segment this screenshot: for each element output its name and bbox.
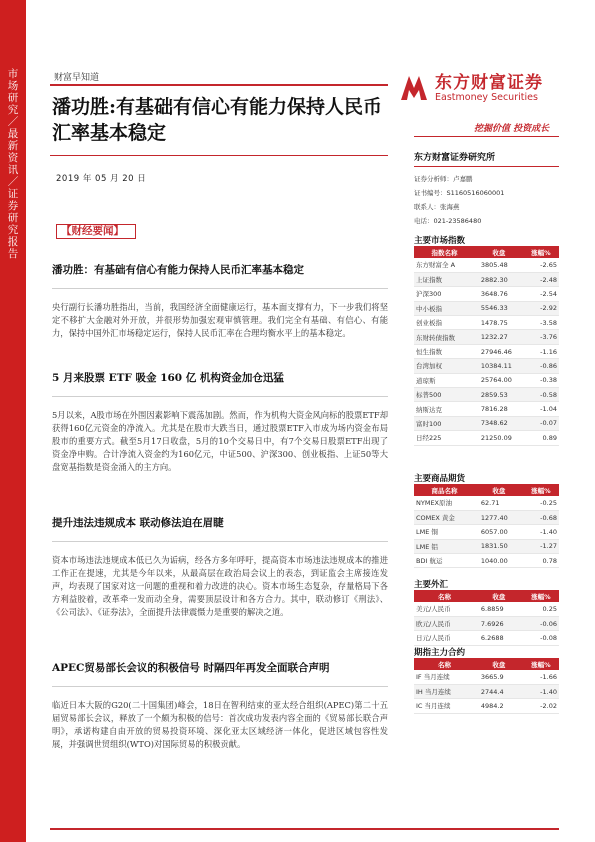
table-row — [414, 602, 559, 616]
change-percent-cell: -1.40 — [523, 684, 559, 698]
row-name-cell: 富时100 — [414, 416, 475, 430]
row-name-cell: COMEX 黄金 — [414, 510, 475, 524]
analyst-info — [414, 150, 559, 228]
row-name-cell: 道琼斯 — [414, 373, 475, 387]
logo-mark-icon — [397, 70, 431, 104]
article-title: APEC贸易部长会议的积极信号 时隔四年再发全面联合声明 — [52, 662, 330, 674]
change-percent-cell: -1.16 — [523, 344, 559, 358]
phone-number: 电话：021-23586480 — [414, 217, 482, 225]
table-row — [414, 316, 559, 330]
table-header-row — [414, 484, 559, 496]
close-value-cell: 2744.4 — [475, 684, 523, 698]
close-value-cell: 6.8859 — [475, 602, 523, 616]
row-name-cell: LME 铜 — [414, 525, 475, 539]
company-logo — [397, 66, 557, 116]
change-percent-cell: -0.58 — [523, 388, 559, 402]
column-header: 涨幅% — [523, 246, 559, 258]
close-value-cell: 3665.9 — [475, 670, 523, 684]
table-row — [414, 616, 559, 630]
change-percent-cell: -1.27 — [523, 539, 559, 553]
article-title: 潘功胜：有基础有信心有能力保持人民币汇率基本稳定 — [52, 264, 304, 276]
table-row — [414, 431, 559, 445]
column-header: 名称 — [414, 590, 475, 602]
change-percent-cell: -0.68 — [523, 510, 559, 524]
report-series-label: 财富早知道 — [54, 73, 100, 83]
slogan: 挖掘价值 投资成长 — [474, 124, 550, 134]
change-percent-cell: -2.92 — [523, 301, 559, 315]
close-value-cell: 2859.53 — [475, 388, 523, 402]
table-row — [414, 402, 559, 416]
page-title: 潘功胜:有基础有信心有能力保持人民币汇率基本稳定 — [52, 96, 383, 144]
table-row — [414, 525, 559, 539]
row-name-cell: 台湾加权 — [414, 359, 475, 373]
table-row — [414, 272, 559, 286]
close-value-cell: 1277.40 — [475, 510, 523, 524]
article-title: 5 月来股票 ETF 吸金 160 亿 机构资金加仓迅猛 — [52, 372, 284, 384]
row-name-cell: 东财转债指数 — [414, 330, 475, 344]
change-percent-cell: -0.25 — [523, 496, 559, 510]
change-percent-cell: -1.04 — [523, 402, 559, 416]
table-row — [414, 330, 559, 344]
row-name-cell: 日元/人民币 — [414, 631, 475, 645]
row-name-cell: 美元/人民币 — [414, 602, 475, 616]
change-percent-cell: -0.07 — [523, 416, 559, 430]
side-label: 市场研究／最新资讯／证券研究报告 — [7, 68, 19, 260]
change-percent-cell: -3.76 — [523, 330, 559, 344]
row-name-cell: 创业板指 — [414, 316, 475, 330]
column-header: 涨幅% — [523, 658, 559, 670]
article-3 — [52, 515, 388, 619]
change-percent-cell: -1.66 — [523, 670, 559, 684]
logo-chinese-name: 东方财富证券 — [435, 73, 543, 93]
table-title-commodities: 主要商品期货 — [414, 474, 466, 484]
table-row — [414, 670, 559, 684]
table-row — [414, 496, 559, 510]
row-name-cell: IF 当月连续 — [414, 670, 475, 684]
analyst-name: 证券分析师：卢嘉鹏 — [414, 175, 473, 183]
table-row — [414, 539, 559, 553]
table-row — [414, 631, 559, 645]
row-name-cell: BDI 航运 — [414, 554, 475, 568]
column-header: 涨幅% — [523, 484, 559, 496]
table-row — [414, 359, 559, 373]
close-value-cell: 1831.50 — [475, 539, 523, 553]
contact-person: 联系人：张海燕 — [414, 203, 460, 211]
commodities-table — [414, 484, 559, 568]
table-row — [414, 258, 559, 272]
close-value-cell: 6.2688 — [475, 631, 523, 645]
row-name-cell: 沪深300 — [414, 287, 475, 301]
close-value-cell: 3648.76 — [475, 287, 523, 301]
column-header: 指数名称 — [414, 246, 475, 258]
table-row — [414, 684, 559, 698]
article-4 — [52, 660, 388, 751]
row-name-cell: 上证指数 — [414, 272, 475, 286]
market-index-table — [414, 246, 559, 446]
row-name-cell: 东方财富全 A — [414, 258, 475, 272]
change-percent-cell: 0.78 — [523, 554, 559, 568]
certificate-number: 证书编号：S1160516060001 — [414, 189, 505, 197]
report-date: 2019 年 05 月 20 日 — [56, 174, 147, 184]
change-percent-cell: -2.48 — [523, 272, 559, 286]
futures-table — [414, 658, 559, 714]
table-header-row — [414, 246, 559, 258]
close-value-cell: 21250.09 — [475, 431, 523, 445]
change-percent-cell: -2.65 — [523, 258, 559, 272]
table-row — [414, 344, 559, 358]
forex-table — [414, 590, 559, 646]
table-row — [414, 416, 559, 430]
column-header: 收盘 — [475, 658, 523, 670]
article-body: 临近日本大阪的G20(二十国集团)峰会，18日在智利结束的亚太经合组织(APEC)第二十五届贸易部长会议，释放了一个颇为积极的信号：首次成功发表内容全面的《贸易部长联合声明》，承诺构建自由开放的贸易投资环境、深化亚太区域经济一体化，促进区域包容性发展，并强调世贸组织(WTO)对国际贸易的积极贡献。 — [52, 700, 388, 749]
table-row — [414, 510, 559, 524]
article-divider — [52, 541, 388, 542]
change-percent-cell: -0.86 — [523, 359, 559, 373]
close-value-cell: 7.6926 — [475, 616, 523, 630]
close-value-cell: 1040.00 — [475, 554, 523, 568]
close-value-cell: 3805.48 — [475, 258, 523, 272]
article-body: 5月以来，A股市场在外围因素影响下震荡加剧。然而，作为机构大资金风向标的股票ETF却获得160亿元资金的净流入。尤其是在股市大跌当日，通过股票ETF入市成为场内资金布局股市的重要方式。截至5月17日收盘，5月的10个交易日中，有7个交易日股票ETF出现了资金净申购。合计净流入资金约为160亿元，中证500、沪深300、创业板指、上证50等大盘宽基指数是资金涌入的主方向。 — [52, 410, 388, 472]
column-header: 收盘 — [475, 484, 523, 496]
close-value-cell: 62.71 — [475, 496, 523, 510]
table-title-futures: 期指主力合约 — [414, 648, 466, 658]
close-value-cell: 5546.33 — [475, 301, 523, 315]
footer-divider — [50, 828, 559, 830]
close-value-cell: 27946.46 — [475, 344, 523, 358]
change-percent-cell: 0.25 — [523, 602, 559, 616]
table-header-row — [414, 658, 559, 670]
table-row — [414, 699, 559, 713]
column-header: 商品名称 — [414, 484, 475, 496]
change-percent-cell: -0.38 — [523, 373, 559, 387]
table-header-row — [414, 590, 559, 602]
article-title: 提升违法违规成本 联动修法迫在眉睫 — [52, 517, 224, 529]
section-tag: 【财经要闻】 — [56, 224, 136, 239]
article-divider — [52, 288, 388, 289]
table-row — [414, 301, 559, 315]
left-side-strip — [0, 0, 26, 842]
row-name-cell: 纳斯达克 — [414, 402, 475, 416]
table-row — [414, 388, 559, 402]
article-2 — [52, 370, 388, 474]
title-divider — [50, 155, 388, 156]
table-title-market-index: 主要市场指数 — [414, 236, 466, 246]
column-header: 收盘 — [475, 246, 523, 258]
close-value-cell: 7816.28 — [475, 402, 523, 416]
row-name-cell: 中小板指 — [414, 301, 475, 315]
row-name-cell: IC 当月连续 — [414, 699, 475, 713]
table-row — [414, 554, 559, 568]
header-divider — [50, 84, 388, 86]
change-percent-cell: -0.06 — [523, 616, 559, 630]
table-row — [414, 373, 559, 387]
close-value-cell: 25764.00 — [475, 373, 523, 387]
article-divider — [52, 686, 388, 687]
change-percent-cell: -3.58 — [523, 316, 559, 330]
change-percent-cell: -1.40 — [523, 525, 559, 539]
change-percent-cell: 0.89 — [523, 431, 559, 445]
change-percent-cell: -2.02 — [523, 699, 559, 713]
row-name-cell: 恒生指数 — [414, 344, 475, 358]
row-name-cell: 日经225 — [414, 431, 475, 445]
close-value-cell: 1232.27 — [475, 330, 523, 344]
close-value-cell: 6057.00 — [475, 525, 523, 539]
column-header: 涨幅% — [523, 590, 559, 602]
article-1 — [52, 262, 388, 340]
table-row — [414, 287, 559, 301]
change-percent-cell: -0.08 — [523, 631, 559, 645]
article-body: 资本市场违法违规成本低已久为诟病，经各方多年呼吁，提高资本市场违法违规成本的推进工作正在提速，尤其是今年以来，从最高层在政治局会议上的表态，到证监会主席接连发声，均表现了国家对这一问题的重视和着力改进的决心。资本市场生态复杂，存量格局下各方利益胶着，改革牵一发而动全身，需要顶层设计和各方合力。其中，联动修订《刑法》、《公司法》、《证券法》，全面提升法律震慑力是重要的解决之道。 — [52, 555, 388, 617]
close-value-cell: 1478.75 — [475, 316, 523, 330]
close-value-cell: 4984.2 — [475, 699, 523, 713]
row-name-cell: IH 当月连续 — [414, 684, 475, 698]
close-value-cell: 7348.62 — [475, 416, 523, 430]
close-value-cell: 10384.11 — [475, 359, 523, 373]
row-name-cell: LME 铝 — [414, 539, 475, 553]
logo-english-name: Eastmoney Securities — [435, 92, 538, 103]
row-name-cell: 标普500 — [414, 388, 475, 402]
column-header: 名称 — [414, 658, 475, 670]
column-header: 收盘 — [475, 590, 523, 602]
institute-name: 东方财富证券研究所 — [414, 153, 496, 163]
article-body: 央行副行长潘功胜指出，当前，我国经济全面健康运行，基本面支撑有力，下一步我们将坚定不移扩大金融对外开放，并很形势加强宏观审慎管理。我们完全有基础、有信心、有能力，保持中国外汇市场稳定运行，保持人民币汇率在合理均衡水平上的基本稳定。 — [52, 302, 388, 338]
table-title-forex: 主要外汇 — [414, 580, 449, 590]
close-value-cell: 2882.30 — [475, 272, 523, 286]
change-percent-cell: -2.54 — [523, 287, 559, 301]
row-name-cell: NYMEX原油 — [414, 496, 475, 510]
article-divider — [52, 396, 388, 397]
row-name-cell: 欧元/人民币 — [414, 616, 475, 630]
institute-divider — [414, 166, 559, 167]
sidebar-top-divider — [414, 136, 559, 137]
